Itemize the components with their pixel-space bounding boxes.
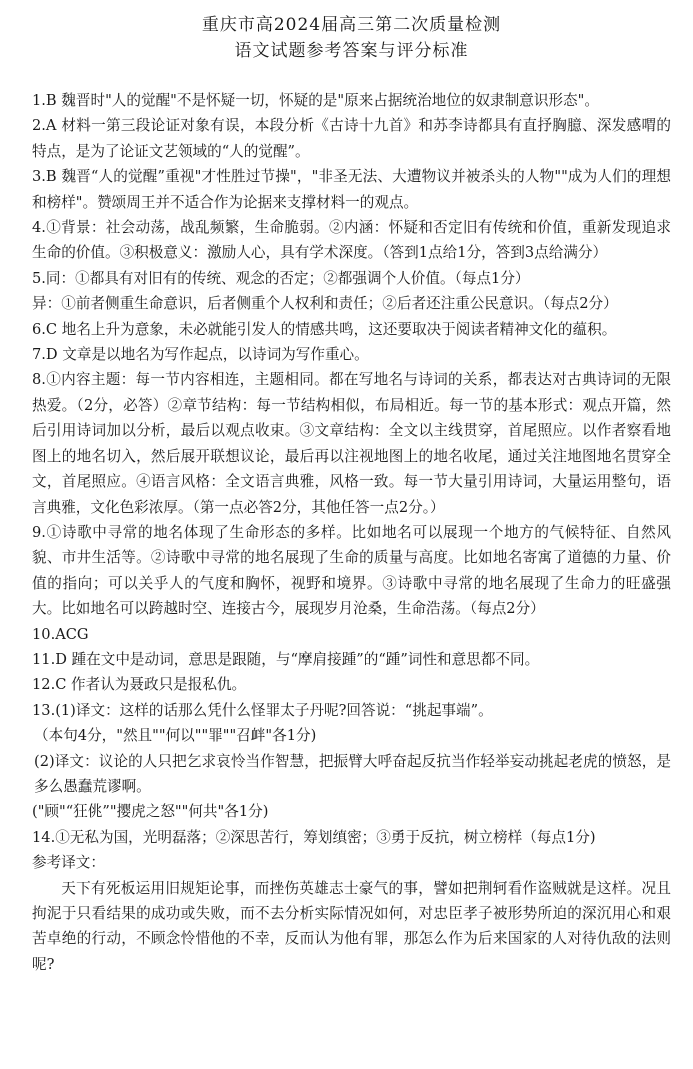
translation-heading: 参考译文： [32, 854, 105, 872]
answer-5-difference: 异：①前者侧重生命意识，后者侧重个人权利和责任；②后者还注重公民意识。（每点2分） [32, 295, 618, 313]
answer-10: 10.ACG [32, 625, 89, 643]
answer-13-note2: ("顾"“狂佻”"撄虎之怒""何共"各1分) [32, 803, 269, 821]
answer-5-similarity: 5.同：①都具有对旧有的传统、观念的否定；②都强调个人价值。（每点1分） [32, 269, 530, 287]
answer-8: 8.①内容主题：每一节内容相连，主题相同。都在写地名与诗词的关系，都表达对古典诗词的无限热爱。（2分，必答）②章节结构：每一节结构相似，布局相近。每一节的基本形式：观点开篇，然后引用诗词加以分析，最后以观点收束。③文章结构：全文以主线贯穿，首尾照应。以作者察看地图上的地名切入，然后展开联想议论，最后再以注视地图上的地名收尾，通过关注地图地名贯穿全文，首尾照应。④语言风格：全文语言典雅，风格一致。每一节大量引用诗词，大量运用整句，语言典雅，文化色彩浓厚。（第一点必答2分，其他任答一点2分。） [32, 371, 671, 516]
answer-1: 1.B 魏晋时"人的觉醒"不是怀疑一切，怀疑的是"原来占据统治地位的奴隶制意识形态"。 [32, 92, 599, 109]
answer-2: 2.A 材料一第三段论证对象有误，本段分析《古诗十九首》和苏李诗都具有直抒胸臆、深发感喟的特点，是为了论证文艺领域的“人的觉醒”。 [32, 117, 671, 160]
answer-12: 12.C 作者认为聂政只是报私仇。 [32, 676, 247, 694]
answer-14: 14.①无私为国，光明磊落；②深思苦行，筹划缜密；③勇于反抗，树立榜样（每点1分) [32, 828, 596, 846]
answer-9: 9.①诗歌中寻常的地名体现了生命形态的多样。比如地名可以展现一个地方的气候特征、自然风貌、市井生活等。②诗歌中寻常的地名展现了生命的质量与高度。比如地名寄寓了道德的力量、价值的指向；可以关乎人的气度和胸怀，视野和境界。③诗歌中寻常的地名展现了生命力的旺盛强大。比如地名可以跨越时空、连接古今，展现岁月沧桑，生命浩荡。（每点2分） [32, 523, 671, 618]
document-title: 重庆市高2024届高三第二次质量检测 [201, 15, 502, 35]
answer-13-note1: （本句4分，"然且""何以""罪""召衅"各1分) [34, 727, 317, 745]
answer-13-part1: 13.(1)译文：这样的话那么凭什么怪罪太子丹呢?回答说：“挑起事端”。 [32, 701, 493, 719]
answer-13-part2: (2)译文：议论的人只把乞求哀怜当作智慧，把振臂大呼奋起反抗当作轻举妄动挑起老虎的愤怒，是多么愚蠢荒谬啊。 [34, 752, 671, 795]
answer-6: 6.C 地名上升为意象，未必就能引发人的情感共鸣，这还要取决于阅读者精神文化的蕴积。 [32, 320, 617, 338]
answer-7: 7.D 文章是以地名为写作起点，以诗词为写作重心。 [32, 346, 369, 364]
answer-3: 3.B 魏晋“人的觉醒”重视"才性胜过节操"，"非圣无法、大遭物议并被杀头的人物""成为人们的理想和榜样"。赞颂周王并不适合作为论据来支撑材料一的观点。 [32, 168, 671, 211]
answer-list [32, 88, 671, 977]
answer-4: 4.①背景：社会动荡，战乱频繁，生命脆弱。②内涵：怀疑和否定旧有传统和价值，重新发现追求生命的价值。③积极意义：激励人心，具有学术深度。（答到1点给1分，答到3点给满分） [32, 219, 671, 262]
document-subtitle: 语文试题参考答案与评分标准 [234, 41, 469, 61]
translation-body: 天下有死板运用旧规矩论事，而挫伤英雄志士豪气的事，譬如把荆轲看作盗贼就是这样。况且拘泥于只看结果的成功或失败，而不去分析实际情况如何，对忠臣孝子被形势所迫的深沉用心和艰苦卓绝的行动，不顾念怜惜他的不幸，反而认为他有罪，那怎么作为后来国家的人对待仇敌的法则呢? [32, 879, 671, 973]
answer-11: 11.D 踵在文中是动词，意思是跟随，与“摩肩接踵”的“踵”词性和意思都不同。 [32, 650, 540, 668]
